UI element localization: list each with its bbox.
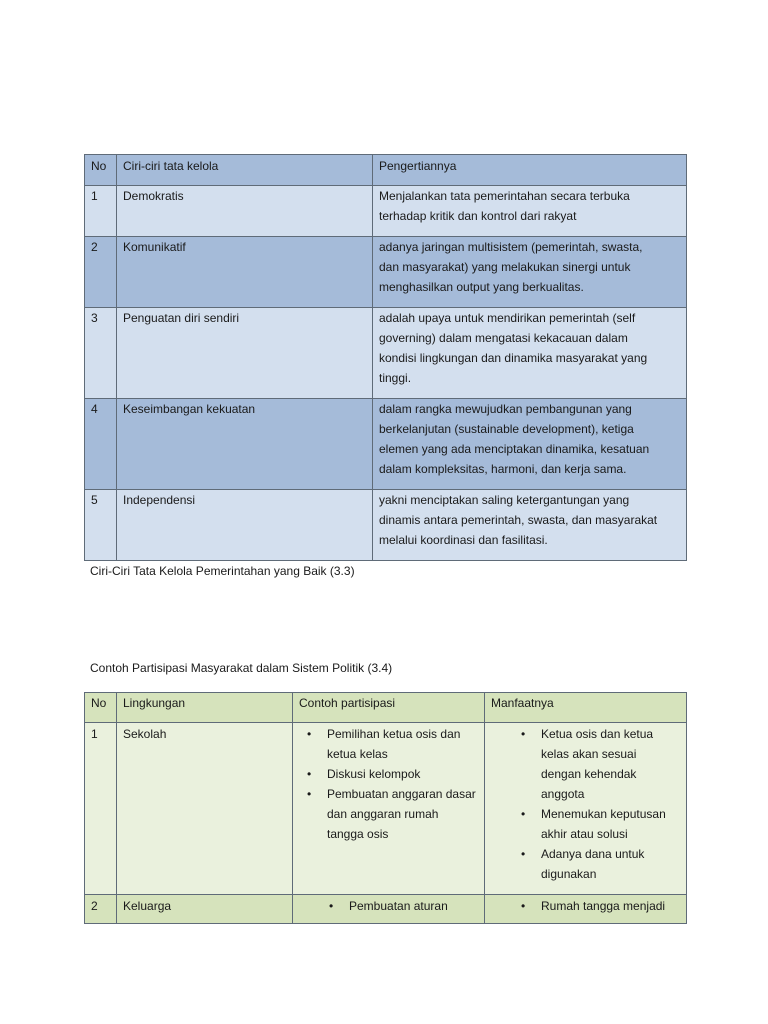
contoh-list: [299, 895, 478, 916]
cell-no: 3: [85, 308, 117, 399]
table2-heading: Contoh Partisipasi Masyarakat dalam Sistem Politik (3.4): [90, 661, 393, 675]
cell-no: 5: [85, 490, 117, 561]
header-pengertian-text: Pengertiannya: [379, 159, 457, 173]
cell-lingkungan: Sekolah: [117, 723, 293, 895]
header-no-text: No: [91, 159, 107, 173]
list-item: • Pembuatan anggaran dasar dan anggaran rumah tangga osis: [299, 784, 478, 844]
partisipasi-table: [84, 692, 687, 924]
header-no: No: [85, 693, 117, 723]
manfaat-list: [491, 895, 680, 916]
table-row: [85, 399, 687, 490]
cell-ciri: Komunikatif: [117, 237, 373, 308]
table-row: [85, 237, 687, 308]
list-item: • Menemukan keputusan akhir atau solusi: [491, 804, 680, 844]
cell-lingkungan: Keluarga: [117, 895, 293, 924]
table-row: [85, 895, 687, 924]
cell-contoh: [293, 895, 485, 924]
manfaat-list: [491, 723, 680, 884]
list-item: • Rumah tangga menjadi: [491, 896, 680, 916]
cell-ciri: Penguatan diri sendiri: [117, 308, 373, 399]
cell-ciri: Demokratis: [117, 186, 373, 237]
cell-no: 4: [85, 399, 117, 490]
table-row: [85, 308, 687, 399]
table1-caption: Ciri-Ciri Tata Kelola Pemerintahan yang Baik (3.3): [90, 564, 355, 578]
cell-pengertian: adalah upaya untuk mendirikan pemerintah (self governing) dalam mengatasi kekacauan dalam kondisi lingkungan dan dinamika masyarakat yang tinggi.: [373, 308, 687, 399]
header-ciri: [117, 155, 373, 186]
header-contoh: Contoh partisipasi: [293, 693, 485, 723]
table-header-row: [85, 155, 687, 186]
list-item: • Pemilihan ketua osis dan ketua kelas: [299, 724, 478, 764]
cell-pengertian: Menjalankan tata pemerintahan secara terbuka terhadap kritik dan kontrol dari rakyat: [373, 186, 687, 237]
cell-no: 2: [85, 895, 117, 924]
cell-pengertian: dalam rangka mewujudkan pembangunan yang berkelanjutan (sustainable development), ketiga elemen yang ada menciptakan dinamika, kesatuan dalam kompleksitas, harmoni, dan kerja sama.: [373, 399, 687, 490]
list-item: • Adanya dana untuk digunakan: [491, 844, 680, 884]
cell-no: 1: [85, 723, 117, 895]
header-pengertian: [373, 155, 687, 186]
cell-manfaat: [485, 723, 687, 895]
cell-contoh: [293, 723, 485, 895]
header-ciri-text: Ciri-ciri tata kelola: [123, 159, 219, 173]
cell-ciri: Independensi: [117, 490, 373, 561]
header-lingkungan: Lingkungan: [117, 693, 293, 723]
ciri-tata-kelola-table: [84, 154, 687, 561]
table-header-row: [85, 693, 687, 723]
header-manfaat: Manfaatnya: [485, 693, 687, 723]
cell-manfaat: [485, 895, 687, 924]
table-row: [85, 490, 687, 561]
table-row: [85, 723, 687, 895]
cell-no: 1: [85, 186, 117, 237]
list-item: • Pembuatan aturan: [299, 896, 478, 916]
header-no: [85, 155, 117, 186]
cell-no: 2: [85, 237, 117, 308]
cell-ciri: Keseimbangan kekuatan: [117, 399, 373, 490]
list-item: • Ketua osis dan ketua kelas akan sesuai dengan kehendak anggota: [491, 724, 680, 804]
table-row: [85, 186, 687, 237]
cell-pengertian: yakni menciptakan saling ketergantungan yang dinamis antara pemerintah, swasta, dan masyarakat melalui koordinasi dan fasilitasi.: [373, 490, 687, 561]
contoh-list: [299, 723, 478, 844]
cell-pengertian: adanya jaringan multisistem (pemerintah, swasta, dan masyarakat) yang melakukan sinergi untuk menghasilkan output yang berkualitas.: [373, 237, 687, 308]
list-item: • Diskusi kelompok: [299, 764, 478, 784]
